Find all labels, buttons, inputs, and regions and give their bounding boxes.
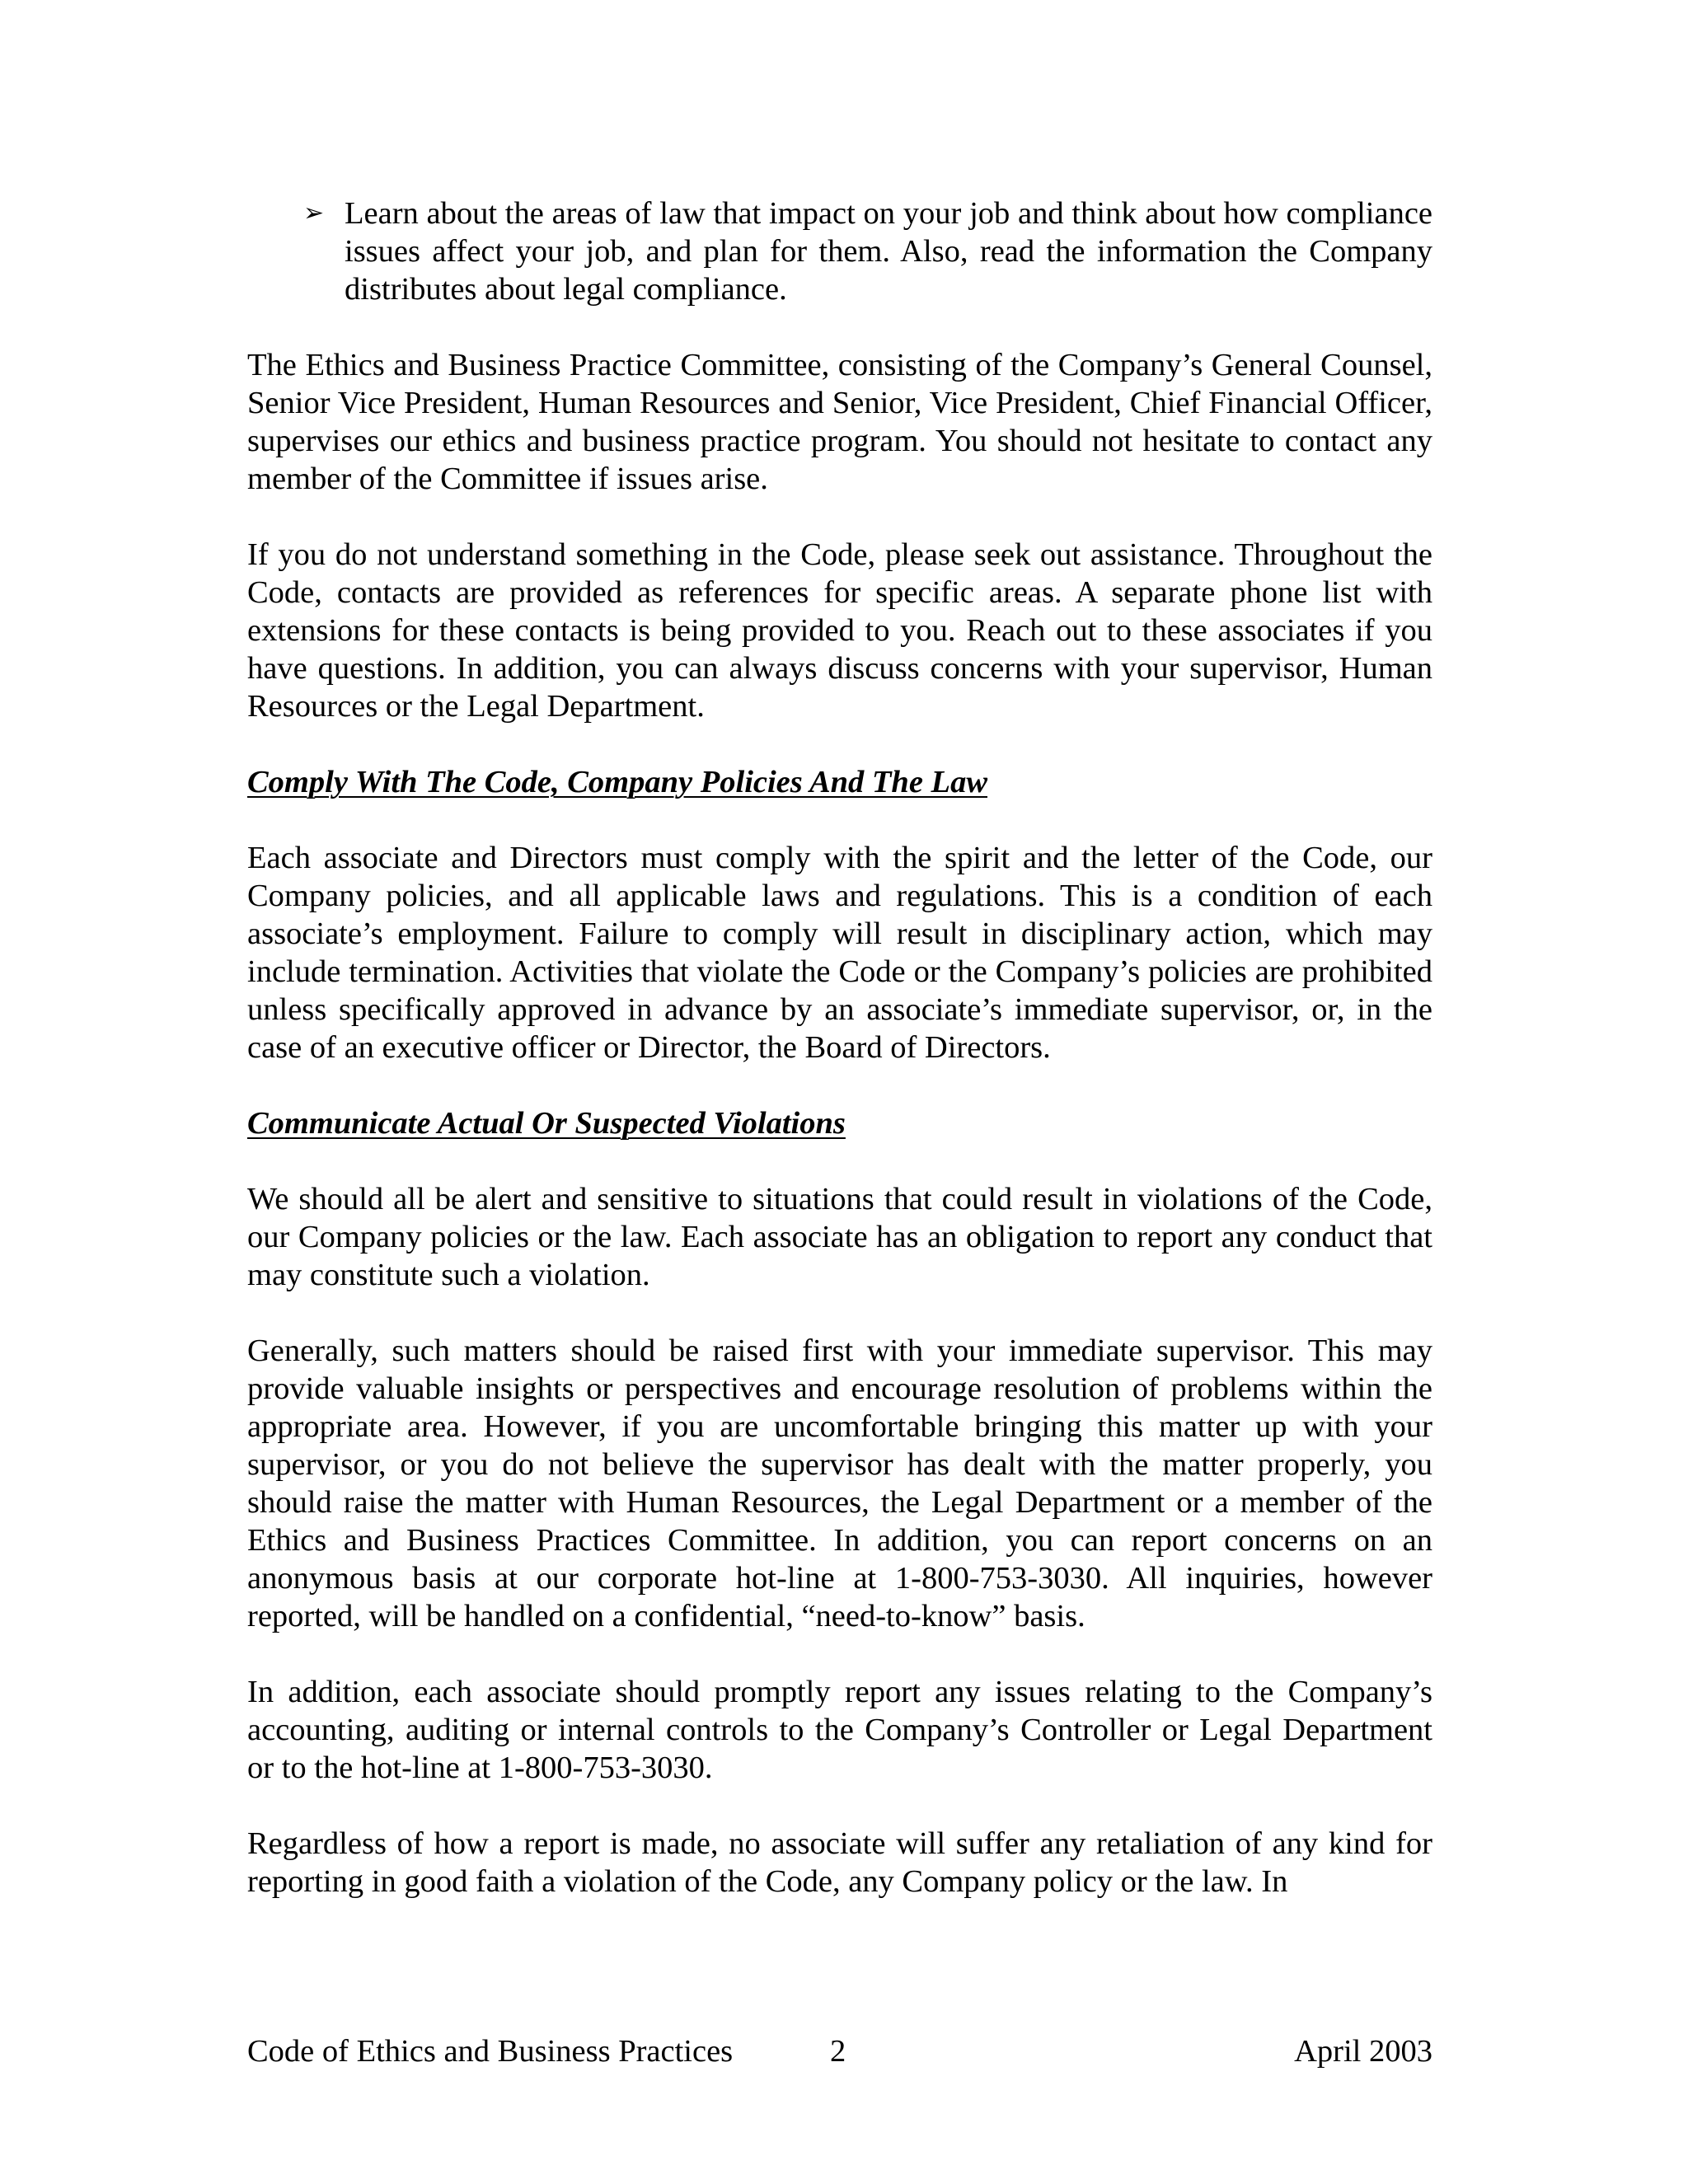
bullet-item: [247, 194, 1432, 308]
committee-paragraph: The Ethics and Business Practice Committee, consisting of the Company’s General Counsel, Senior Vice President, Human Resources and Senior, Vice President, Chief Financial Officer, supervises our ethics and business practice program. You should not hesitate to contact any member of the Committee if issues arise.: [247, 348, 1432, 496]
accounting-paragraph: In addition, each associate should promptly report any issues relating to the Company’s accounting, auditing or internal controls to the Company’s Controller or Legal Department or to the hot-line at 1-800-753-3030.: [247, 1675, 1432, 1785]
bullet-text: Learn about the areas of law that impact on your job and think about how compliance issues affect your job, and plan for them. Also, read the information the Company distributes about legal compliance.: [345, 196, 1432, 307]
section-heading-communicate: Communicate Actual Or Suspected Violations: [247, 1106, 846, 1141]
page-body: [247, 194, 1432, 1938]
alert-paragraph: We should all be alert and sensitive to situations that could result in violations of the Code, our Company policies or the law. Each associate has an obligation to report any conduct that may constitute such a violation.: [247, 1182, 1432, 1292]
footer-page-number: 2: [830, 2034, 846, 2069]
retaliation-paragraph: Regardless of how a report is made, no associate will suffer any retaliation of any kind for reporting in good faith a violation of the Code, any Company policy or the law. In: [247, 1826, 1432, 1899]
section-heading-comply: Comply With The Code, Company Policies And The Law: [247, 765, 988, 799]
assistance-paragraph: If you do not understand something in the Code, please seek out assistance. Throughout the Code, contacts are provided as references for specific areas. A separate phone list with extensions for these contacts is being provided to you. Reach out to these associates if you have questions. In addition, you can always discuss concerns with your supervisor, Human Resources or the Legal Department.: [247, 537, 1432, 724]
footer-date: April 2003: [1294, 2034, 1432, 2069]
page-footer: [247, 2032, 1432, 2070]
arrow-bullet-icon: ➢: [303, 199, 325, 227]
reporting-paragraph: Generally, such matters should be raised first with your immediate supervisor. This may provide valuable insights or perspectives and encourage resolution of problems within the appropriate area. However, if you are uncomfortable bringing this matter up with your supervisor, or you do not believe the supervisor has dealt with the matter properly, you should raise the matter with Human Resources, the Legal Department or a member of the Ethics and Business Practices Committee. In addition, you can report concerns on an anonymous basis at our corporate hot-line at 1-800-753-3030. All inquiries, however reported, will be handled on a confidential, “need-to-know” basis.: [247, 1333, 1432, 1633]
footer-document-title: Code of Ethics and Business Practices: [247, 2034, 734, 2069]
comply-paragraph: Each associate and Directors must comply with the spirit and the letter of the Code, our Company policies, and all applicable laws and regulations. This is a condition of each associate’s employment. Failure to comply will result in disciplinary action, which may include termination. Activities that violate the Code or the Company’s policies are prohibited unless specifically approved in advance by an associate’s immediate supervisor, or, in the case of an executive officer or Director, the Board of Directors.: [247, 841, 1432, 1065]
